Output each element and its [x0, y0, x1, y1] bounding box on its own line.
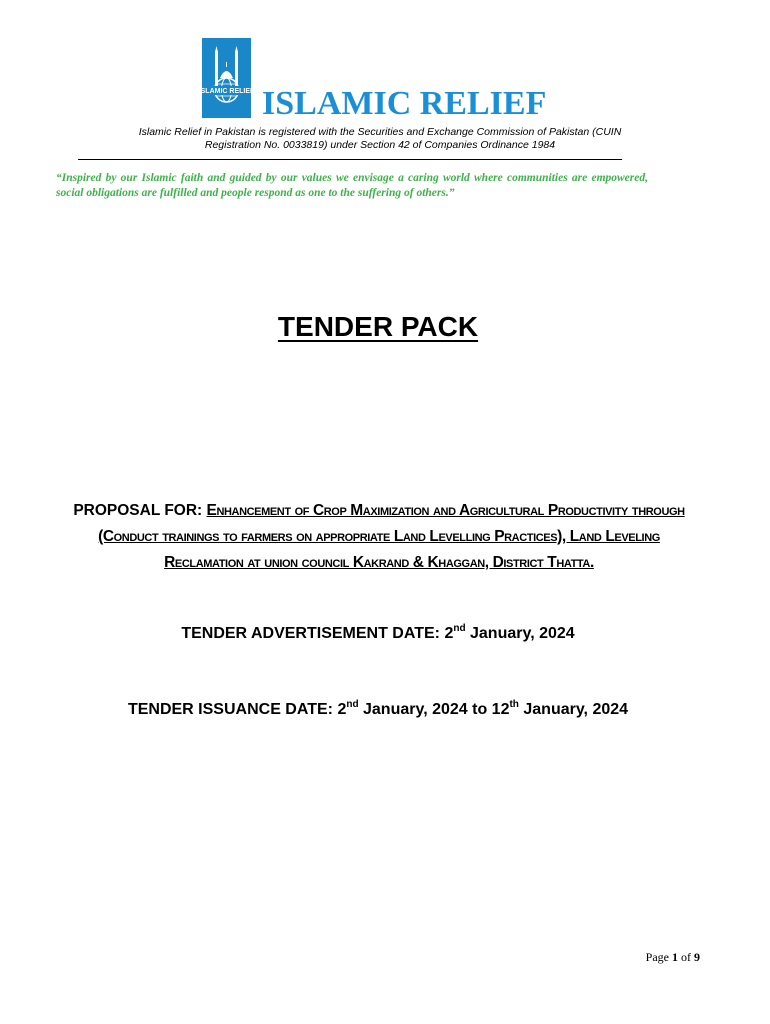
page-number: [600, 949, 700, 965]
page-current: 1: [672, 950, 678, 964]
iss-date-rest: January, 2024: [518, 701, 629, 718]
iss-date-suffix-2: th: [509, 699, 519, 710]
proposal-description: Enhancement of Crop Maximization and Agricultural Productivity through (Conduct trainings to farmers on appropriate Land Levelling Practices), Land Leveling Reclamation at union council Kakrand & Khaggan, District Thatta.: [98, 502, 685, 571]
organization-name: ISLAMIC RELIEF: [262, 85, 547, 122]
tender-issuance-date: [0, 698, 756, 722]
registration-note: Islamic Relief in Pakistan is registered with the Securities and Exchange Commission of Pakistan (CUIN Registration No. 0033819) under Section 42 of Companies Ordinance 1984: [138, 126, 622, 151]
iss-date-mid: January, 2024 to 12: [358, 701, 510, 718]
mosque-globe-icon: [198, 38, 255, 118]
page-prefix: Page: [645, 950, 672, 964]
adv-date-suffix: nd: [453, 623, 466, 634]
iss-date-suffix-1: nd: [346, 699, 359, 710]
adv-date-label: TENDER ADVERTISEMENT DATE: 2: [181, 625, 454, 642]
document-title: TENDER PACK: [277, 311, 479, 342]
logo-wordmark: ISLAMIC RELIEF: [198, 88, 255, 95]
page-of: of: [678, 950, 694, 964]
iss-date-label: TENDER ISSUANCE DATE: 2: [127, 701, 347, 718]
proposal-label: PROPOSAL FOR:: [73, 502, 203, 519]
tender-advertisement-date: [0, 622, 756, 646]
header-divider: [78, 159, 622, 160]
proposal-block: [62, 498, 696, 576]
adv-date-rest: January, 2024: [465, 625, 575, 642]
islamic-relief-logo: [198, 38, 255, 118]
page-total: 9: [694, 950, 700, 964]
mission-statement: “Inspired by our Islamic faith and guided by our values we envisage a caring world where communities are empowered, social obligations are fulfilled and people respond as one to the suffering of others.”: [56, 172, 648, 199]
